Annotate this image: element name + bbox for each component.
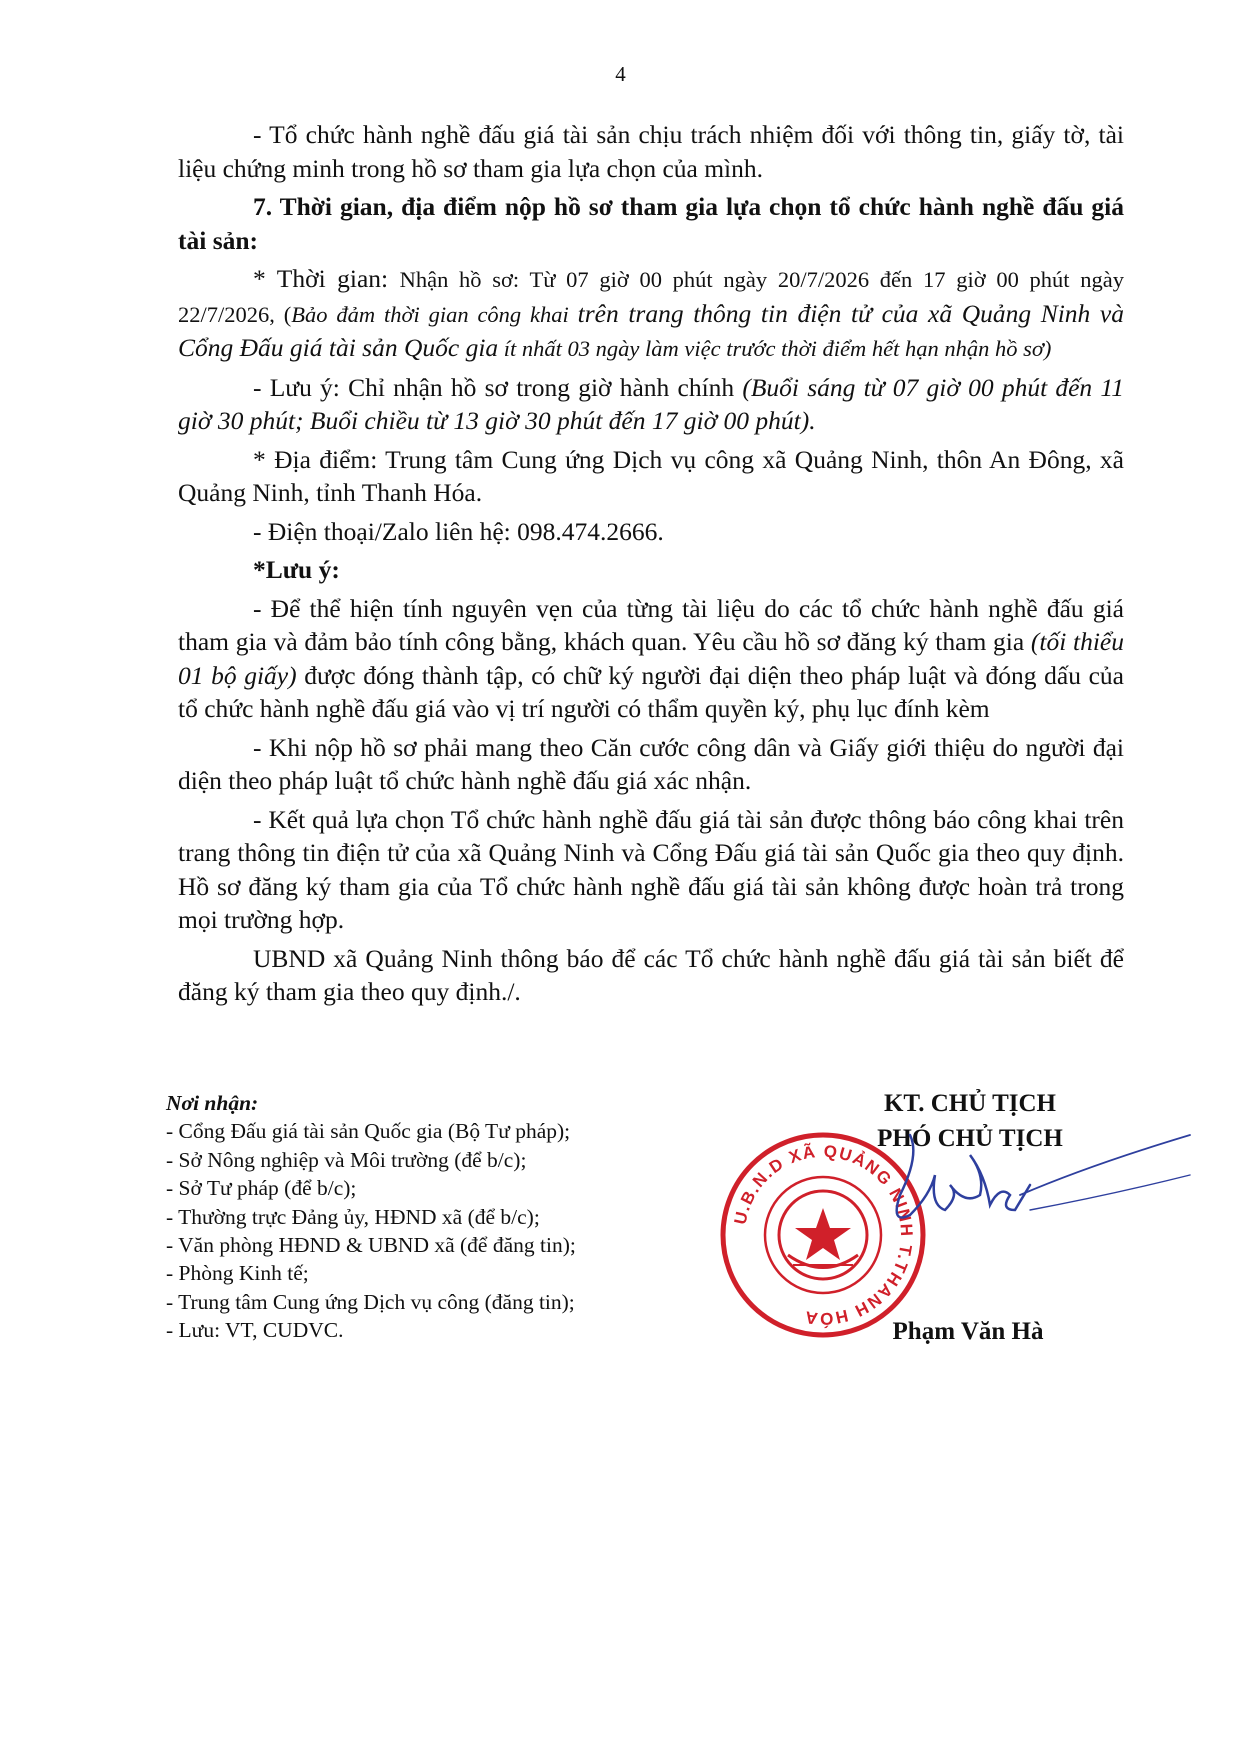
note1-text-a: - Để thể hiện tính nguyên vẹn của từng tài liệu do các tổ chức hành nghề đấu giá tham gia và đảm bảo tính công bằng, khách quan. Yêu cầu hồ sơ đăng ký tham gia xyxy=(178,593,1124,656)
recipient-item: - Sở Tư pháp (để b/c); xyxy=(166,1176,357,1201)
paragraph-note-3: - Kết quả lựa chọn Tổ chức hành nghề đấu giá tài sản được thông báo công khai trên trang thông tin điện tử của xã Quảng Ninh và Cổng Đấu giá tài sản Quốc gia theo quy định. Hồ sơ đăng ký tham gia của Tổ chức hành nghề đấu giá tài sản không được hoàn trả trong mọi trường hợp. xyxy=(178,804,1124,934)
note1-text-c: được đóng thành tập, có chữ ký người đại diện theo pháp luật và đóng dấu của tổ chức hành nghề đấu giá vào vị trí người có thẩm quyền ký, phụ lục đính kèm xyxy=(178,660,1124,723)
time-note-c: ít nhất 03 ngày làm việc trước thời điểm hết hạn nhận hồ sơ) xyxy=(498,336,1052,361)
time-note-a: Bảo đảm thời gian công khai xyxy=(291,301,578,327)
note-title: *Lưu ý: xyxy=(253,555,340,584)
note1-text-b: (tối thiểu 01 bộ giấy) xyxy=(178,627,1124,690)
paragraph-office-hours xyxy=(178,371,1124,438)
recipient-item: - Văn phòng HĐND & UBND xã (để đăng tin); xyxy=(166,1233,576,1258)
recipient-item: - Lưu: VT, CUDVC. xyxy=(166,1318,344,1343)
signature-title-1: KT. CHỦ TỊCH xyxy=(883,1090,1057,1117)
svg-text:U.B.N.D XÃ QUẢNG NINH T.THANH: U.B.N.D XÃ QUẢNG NINH T.THANH HÓA xyxy=(730,1141,917,1329)
recipient-item: - Phòng Kinh tế; xyxy=(166,1261,309,1286)
document-body xyxy=(178,118,1124,1014)
recipients-block xyxy=(166,1089,686,1345)
signature-title-2: PHÓ CHỦ TỊCH xyxy=(877,1125,1063,1152)
page-number: 4 xyxy=(615,62,626,86)
paragraph-place: * Địa điểm: Trung tâm Cung ứng Dịch vụ công xã Quảng Ninh, thôn An Đông, xã Quảng Ninh, tỉnh Thanh Hóa. xyxy=(178,444,1124,507)
handwritten-signature-icon xyxy=(890,1115,1200,1295)
paragraph-responsibility: - Tổ chức hành nghề đấu giá tài sản chịu trách nhiệm đối với thông tin, giấy tờ, tài liệu chứng minh trong hồ sơ tham gia lựa chọn của mình. xyxy=(178,120,1124,183)
recipients-title: Nơi nhận: xyxy=(166,1091,259,1115)
recipient-item: - Thường trực Đảng ủy, HĐND xã (để b/c); xyxy=(166,1204,540,1229)
time-label: * Thời gian: xyxy=(253,264,400,293)
section-heading-7: 7. Thời gian, địa điểm nộp hồ sơ tham gia lựa chọn tổ chức hành nghề đấu giá tài sản: xyxy=(178,192,1124,255)
paragraph-time xyxy=(178,262,1124,366)
recipients-list xyxy=(166,1117,686,1344)
time-note-b: trên trang thông tin điện tử của xã Quảng Ninh và Cổng Đấu giá tài sản Quốc gia xyxy=(178,298,1124,362)
office-hours-detail: (Buổi sáng từ 07 giờ 00 phút đến 11 giờ 30 phút; Buổi chiều từ 13 giờ 30 phút đến 17 giờ 00 phút). xyxy=(178,372,1124,435)
office-hours-label: - Lưu ý: Chỉ nhận hồ sơ trong giờ hành chính xyxy=(253,372,743,402)
paragraph-closing: UBND xã Quảng Ninh thông báo để các Tổ chức hành nghề đấu giá tài sản biết để đăng ký tham gia theo quy định./. xyxy=(178,943,1124,1006)
paragraph-phone: - Điện thoại/Zalo liên hệ: 098.474.2666. xyxy=(253,516,664,546)
paragraph-note-1 xyxy=(178,592,1124,726)
signer-name: Phạm Văn Hà xyxy=(892,1318,1044,1345)
time-text: Nhận hồ sơ: Từ 07 giờ 00 phút ngày 20/7/2026 đến 17 giờ 00 phút ngày 22/7/2026, ( xyxy=(178,267,1124,327)
paragraph-note-2: - Khi nộp hồ sơ phải mang theo Căn cước công dân và Giấy giới thiệu do người đại diện theo pháp luật tổ chức hành nghề đấu giá xác nhận. xyxy=(178,732,1124,795)
recipient-item: - Sở Nông nghiệp và Môi trường (để b/c); xyxy=(166,1147,527,1172)
recipient-item: - Trung tâm Cung ứng Dịch vụ công (đăng tin); xyxy=(166,1289,575,1314)
recipient-item: - Cổng Đấu giá tài sản Quốc gia (Bộ Tư pháp); xyxy=(166,1119,571,1144)
